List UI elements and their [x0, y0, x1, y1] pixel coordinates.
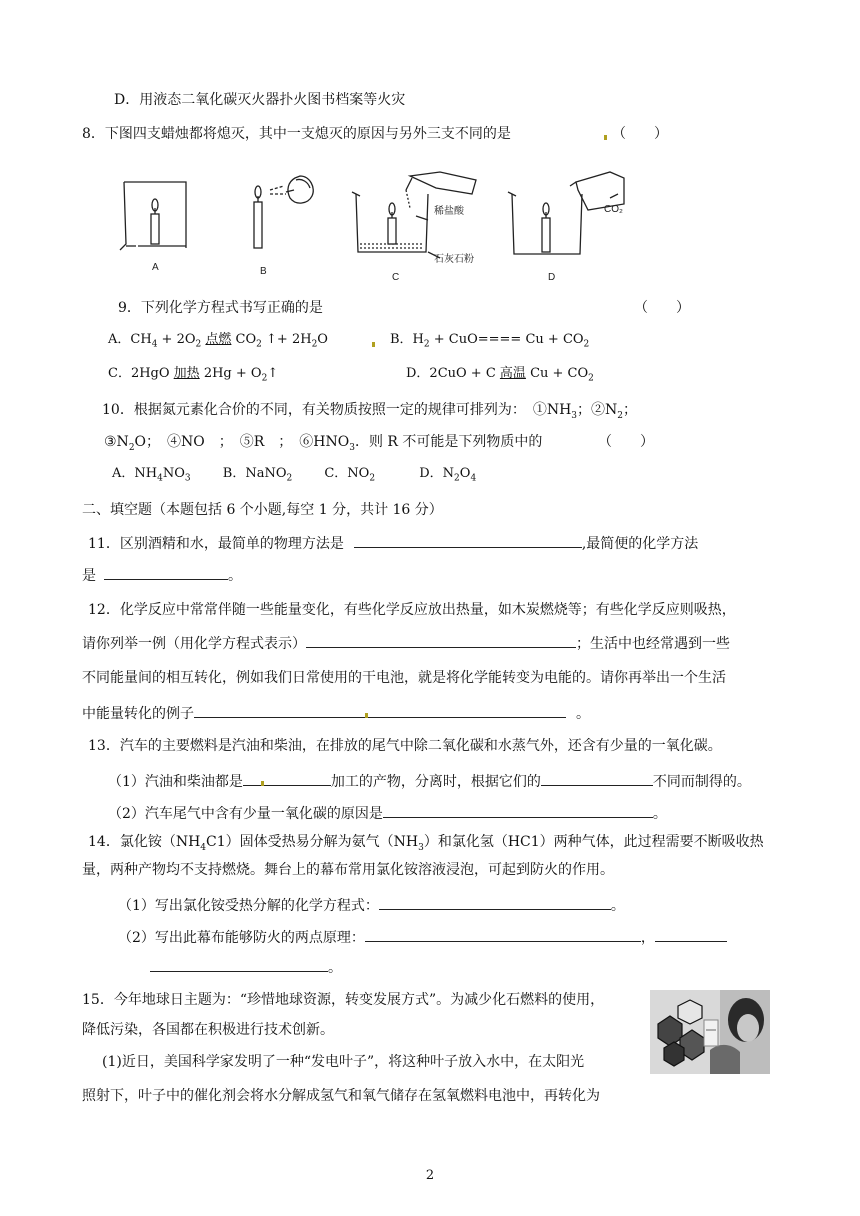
q13-blank-1[interactable] [243, 770, 331, 786]
q15-line4: 照射下，叶子中的催化剂会将水分解成氢气和氧气储存在氢氧燃料电池中，再转化为 [82, 1088, 600, 1104]
q9-option-d: D．2CuO + C 高温 $Cu + CO_2$ [406, 366, 594, 384]
q15-line3: (1)近日，美国科学家发明了一种“发电叶子”，将这种叶子放入水中，在太阳光 [102, 1054, 585, 1070]
page-number: 2 [425, 1168, 435, 1183]
q8-paren: （ ） [612, 126, 668, 142]
q12-line2: 请你列举一例（用化学方程式表示） ；生活中也经常遇到一些 [82, 632, 730, 654]
q9-paren: （ ） [634, 300, 690, 316]
q14-line5: 。 [150, 956, 342, 978]
q9-stem: 9．下列化学方程式书写正确的是 [118, 300, 323, 316]
q8-stem: 8．下图四支蜡烛都将熄灭，其中一支熄灭的原因与另外三支不同的是 [82, 126, 511, 142]
q12-blank-2[interactable] [194, 702, 566, 718]
q10-options: A．$NH_4NO_3$ B．NaNO$_2$ C．$NO_2$ D．$N_2O_4$ [112, 466, 477, 484]
stray-mark [604, 135, 607, 140]
q10-line2: $③N_2O$； ④NO ； ⑤R ； $⑥HNO_3$．则 R 不可能是下列物质中的 [104, 434, 543, 453]
q12-line1: 12．化学反应中常常伴随一些能量变化，有些化学反应放出热量，如木炭燃烧等；有些化学反应则吸热， [88, 602, 736, 618]
q13-line1: 13．汽车的主要燃料是汽油和柴油，在排放的尾气中除二氧化碳和水蒸气外，还含有少量的一氧化碳。 [88, 738, 722, 754]
q11-blank-1[interactable] [354, 532, 582, 548]
q14-line2: 量，两种产物均不支持燃烧。舞台上的幕布常用氯化铵溶液浸泡，可起到防火的作用。 [82, 862, 614, 878]
label-d: D [548, 272, 556, 283]
q13-blank-3[interactable] [383, 802, 653, 818]
candles-figure [110, 168, 630, 288]
q10-paren: （ ） [598, 434, 654, 450]
q13-blank-2[interactable] [541, 770, 653, 786]
label-acid: 稀盐酸 [434, 206, 464, 217]
figure-a [120, 182, 186, 250]
stray-mark [372, 342, 375, 347]
q14-blank-3[interactable] [655, 926, 727, 942]
label-c: C [392, 272, 400, 283]
q12-line3: 不同能量间的相互转化，例如我们日常使用的干电池，就是将化学能转变为电能的。请你再举出一个生活 [82, 670, 726, 686]
q12-line4: 中能量转化的例子 。 [82, 702, 590, 724]
q11-line2: 是 。 [82, 564, 242, 586]
label-co2: CO₂ [604, 204, 623, 215]
q7-option-d: D．用液态二氧化碳灭火器扑火图书档案等火灾 [114, 92, 406, 108]
q11-line1: 11．区别酒精和水，最简单的物理方法是 ,最简便的化学方法 [88, 532, 698, 554]
q9-option-b: B．$H_2 + CuO==== Cu + CO_2$ [390, 332, 590, 350]
q14-line3: （1）写出氯化铵受热分解的化学方程式： 。 [118, 894, 625, 916]
q14-blank-2[interactable] [365, 926, 641, 942]
q11-blank-2[interactable] [104, 564, 228, 580]
q14-line4: （2）写出此幕布能够防火的两点原理： ， [118, 926, 727, 948]
stray-mark [261, 781, 264, 786]
q13-line3: （2）汽车尾气中含有少量一氧化碳的原因是 。 [108, 802, 667, 824]
q9-option-c: C．2HgO 加热 $2Hg + O_2↑$ [108, 366, 279, 384]
q14-line1: 14．氯化铵$(NH_4C1)$固体受热易分解为氨气$(NH_3)$和氯化氢（HC1）两种气体，此过程需要不断吸收热 [88, 834, 764, 853]
figure-b [254, 176, 313, 248]
section-title: 二、填空题（本题包括 6 个小题,每空 1 分，共计 16 分） [82, 502, 443, 518]
q15-line1: 15．今年地球日主题为：“珍惜地球资源，转变发展方式”。为减少化石燃料的使用， [82, 992, 605, 1008]
stray-mark [365, 713, 368, 718]
label-limestone: 石灰石粉 [434, 254, 474, 265]
q14-blank-1[interactable] [379, 894, 611, 910]
q10-line1: 10．根据氮元素化合价的不同，有关物质按照一定的规律可排列为： $①NH_3$；$②N_2$； [102, 402, 637, 421]
q13-line2: （1）汽油和柴油都是 加工的产物，分离时，根据它们的 不同而制得的。 [108, 770, 751, 792]
label-a: A [152, 262, 159, 273]
label-b: B [260, 266, 267, 277]
leaf-photo [650, 990, 770, 1074]
q14-blank-4[interactable] [150, 956, 328, 972]
q15-line2: 降低污染，各国都在积极进行技术创新。 [82, 1022, 334, 1038]
q9-option-a: A．$CH_4 + 2O_2$ 点燃 $CO_2$ ↑+ $2H_2O$ [108, 332, 328, 350]
q12-blank-1[interactable] [306, 632, 576, 648]
